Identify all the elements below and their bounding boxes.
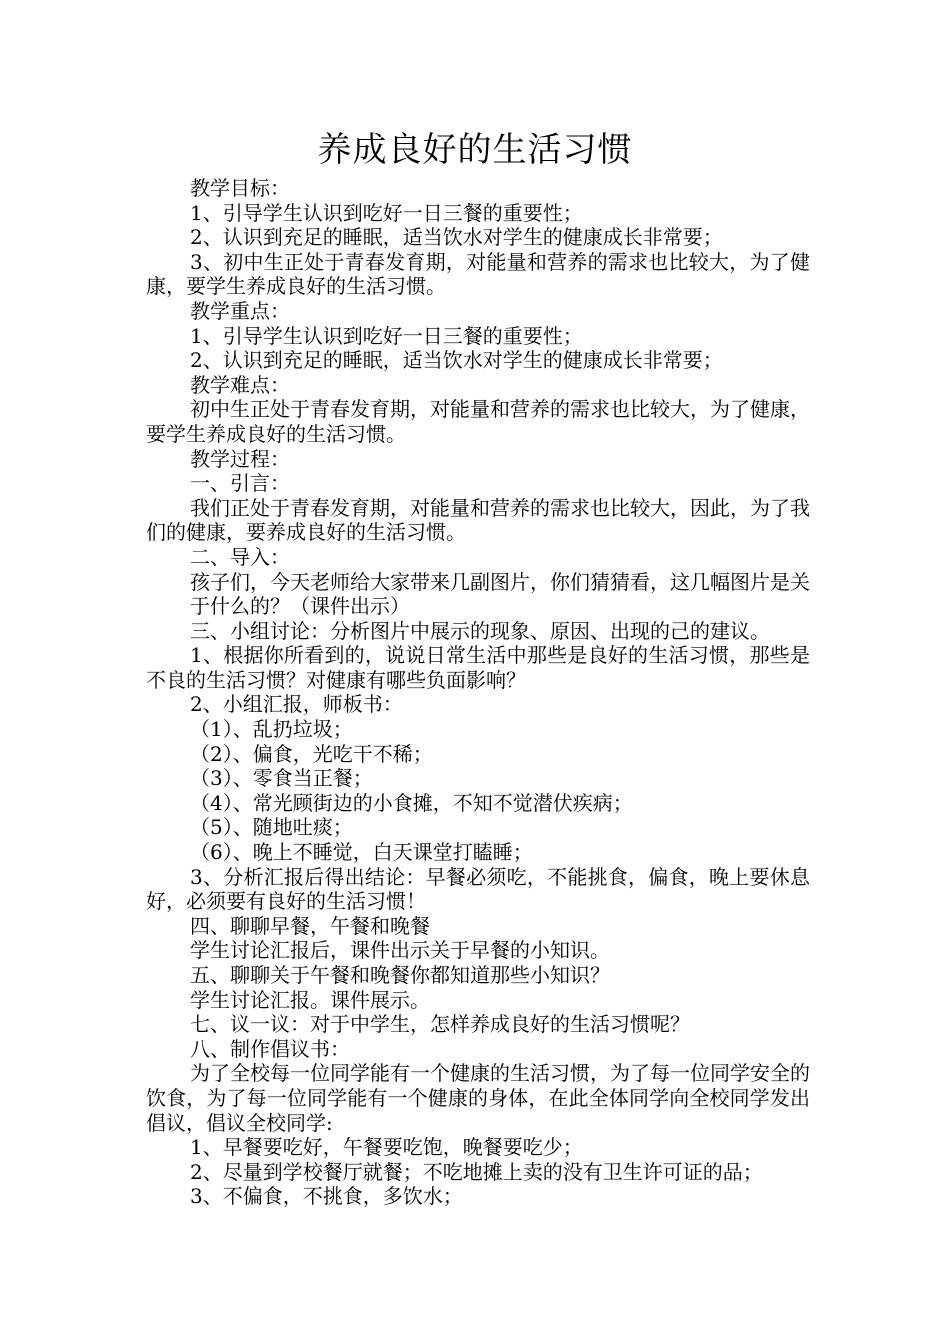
paragraph: 孩子们，今天老师给大家带来几副图片，你们猜猜看，这几幅图片是关于什么的？（课件出示） [190, 569, 810, 619]
paragraph: 2、小组汇报，师板书： [190, 692, 403, 717]
paragraph: 为了全校每一位同学能有一个健康的生活习惯，为了每一位同学安全的饮食，为了每一位同学能有一个健康的身体，在此全体同学向全校同学发出倡议，倡议全校同学: [146, 1061, 810, 1135]
paragraph: （3）、零食当正餐； [190, 766, 373, 791]
paragraph: 2、认识到充足的睡眠，适当饮水对学生的健康成长非常要； [190, 348, 723, 373]
paragraph: （4）、常光顾街边的小食摊，不知不觉潜伏疾病； [190, 790, 633, 815]
paragraph: 八、制作倡议书： [190, 1036, 350, 1061]
paragraph: 3、分析汇报后得出结论：早餐必须吃，不能挑食，偏食，晚上要休息 好，必须要有良好的生活习惯！ [146, 864, 830, 914]
paragraph: 1、引导学生认识到吃好一日三餐的重要性； [190, 200, 583, 225]
paragraph: 教学重点： [190, 298, 290, 323]
paragraph: 1、早餐要吃好，午餐要吃饱，晚餐要吃少； [190, 1135, 583, 1160]
paragraph: 3、初中生正处于青春发育期，对能量和营养的需求也比较大，为了健康，要学生养成良好的生活习惯。 [146, 249, 810, 299]
paragraph: 1、引导学生认识到吃好一日三餐的重要性； [190, 323, 583, 348]
paragraph: 三、小组讨论：分析图片中展示的现象、原因、出现的己的建议。 [190, 618, 770, 643]
paragraph: 3、不偏食，不挑食，多饮水； [190, 1184, 463, 1209]
paragraph: 教学难点： [190, 372, 290, 397]
document-title: 养成良好的生活习惯 [317, 130, 633, 170]
paragraph: （2）、偏食，光吃干不稀； [190, 741, 433, 766]
paragraph: 2、认识到充足的睡眠，适当饮水对学生的健康成长非常要； [190, 225, 723, 250]
paragraph: 1、根据你所看到的，说说日常生活中那些是良好的生活习惯，那些是不良的生活习惯？对健康有哪些负面影响？ [146, 643, 810, 692]
paragraph: 二、导入： [190, 544, 290, 569]
paragraph: 四、聊聊早餐，午餐和晚餐 [190, 913, 430, 938]
document-body [146, 176, 830, 1209]
paragraph: 初中生正处于青春发育期，对能量和营养的需求也比较大，为了健康，要学生养成良好的生活习惯。 [146, 397, 810, 446]
paragraph: 一、引言： [190, 471, 290, 496]
paragraph: 学生讨论汇报。课件展示。 [190, 987, 430, 1012]
paragraph: 我们正处于青春发育期，对能量和营养的需求也比较大，因此，为了我们的健康，要养成良好的生活习惯。 [146, 495, 810, 545]
paragraph: （6）、晚上不睡觉，白天课堂打瞌睡； [190, 840, 533, 865]
paragraph: 2、尽量到学校餐厅就餐；不吃地摊上卖的没有卫生许可证的品； [190, 1159, 763, 1184]
paragraph: 教学目标： [190, 176, 290, 200]
paragraph: 七、议一议：对于中学生，怎样养成良好的生活习惯呢？ [190, 1012, 690, 1037]
paragraph: 教学过程： [190, 446, 290, 471]
paragraph: 五、聊聊关于午餐和晚餐你都知道那些小知识？ [190, 963, 610, 987]
paragraph: 学生讨论汇报后，课件出示关于早餐的小知识。 [190, 938, 610, 963]
paragraph: （1）、乱扔垃圾； [190, 717, 353, 742]
paragraph: （5）、随地吐痰； [190, 815, 353, 840]
